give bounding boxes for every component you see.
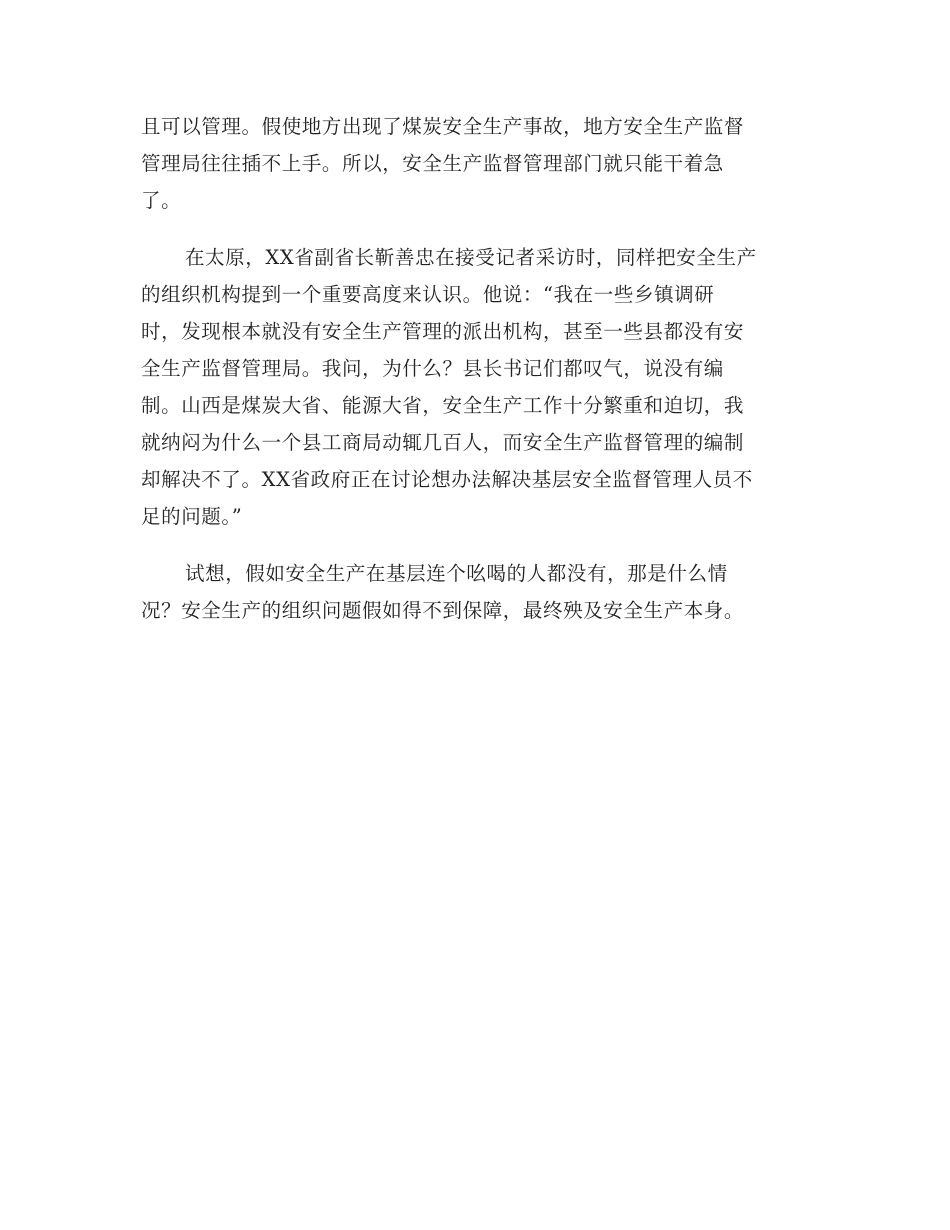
text-line: 就纳闷为什么一个县工商局动辄几百人，而安全生产监督管理的编制 — [141, 431, 745, 454]
paragraph-1 — [141, 108, 811, 219]
text-line: 全生产监督管理局。我问，为什么？县长书记们都叹气，说没有编 — [141, 357, 724, 380]
text-line: 在太原，XX省副省长靳善忠在接受记者采访时，同样把安全生产 — [185, 246, 757, 269]
paragraph-3 — [141, 555, 811, 629]
text-line: 时，发现根本就没有安全生产管理的派出机构，甚至一些县都没有安 — [141, 320, 745, 343]
text-line: 试想，假如安全生产在基层连个吆喝的人都没有，那是什么情 — [185, 562, 728, 585]
paragraph-2 — [141, 239, 811, 535]
text-line: 管理局往往插不上手。所以，安全生产监督管理部门就只能干着急 — [141, 152, 724, 175]
text-line: 却解决不了。XX省政府正在讨论想办法解决基层安全监督管理人员不 — [141, 468, 753, 491]
text-line: 的组织机构提到一个重要高度来认识。他说：“我在一些乡镇调研 — [141, 283, 715, 306]
text-line: 且可以管理。假使地方出现了煤炭安全生产事故，地方安全生产监督 — [141, 115, 745, 138]
text-line: 足的问题。” — [141, 505, 243, 528]
document-body — [141, 108, 811, 649]
text-line: 制。山西是煤炭大省、能源大省，安全生产工作十分繁重和迫切，我 — [141, 394, 745, 417]
text-line: 况？安全生产的组织问题假如得不到保障，最终殃及安全生产本身。 — [141, 599, 745, 622]
text-line: 了。 — [141, 189, 182, 212]
